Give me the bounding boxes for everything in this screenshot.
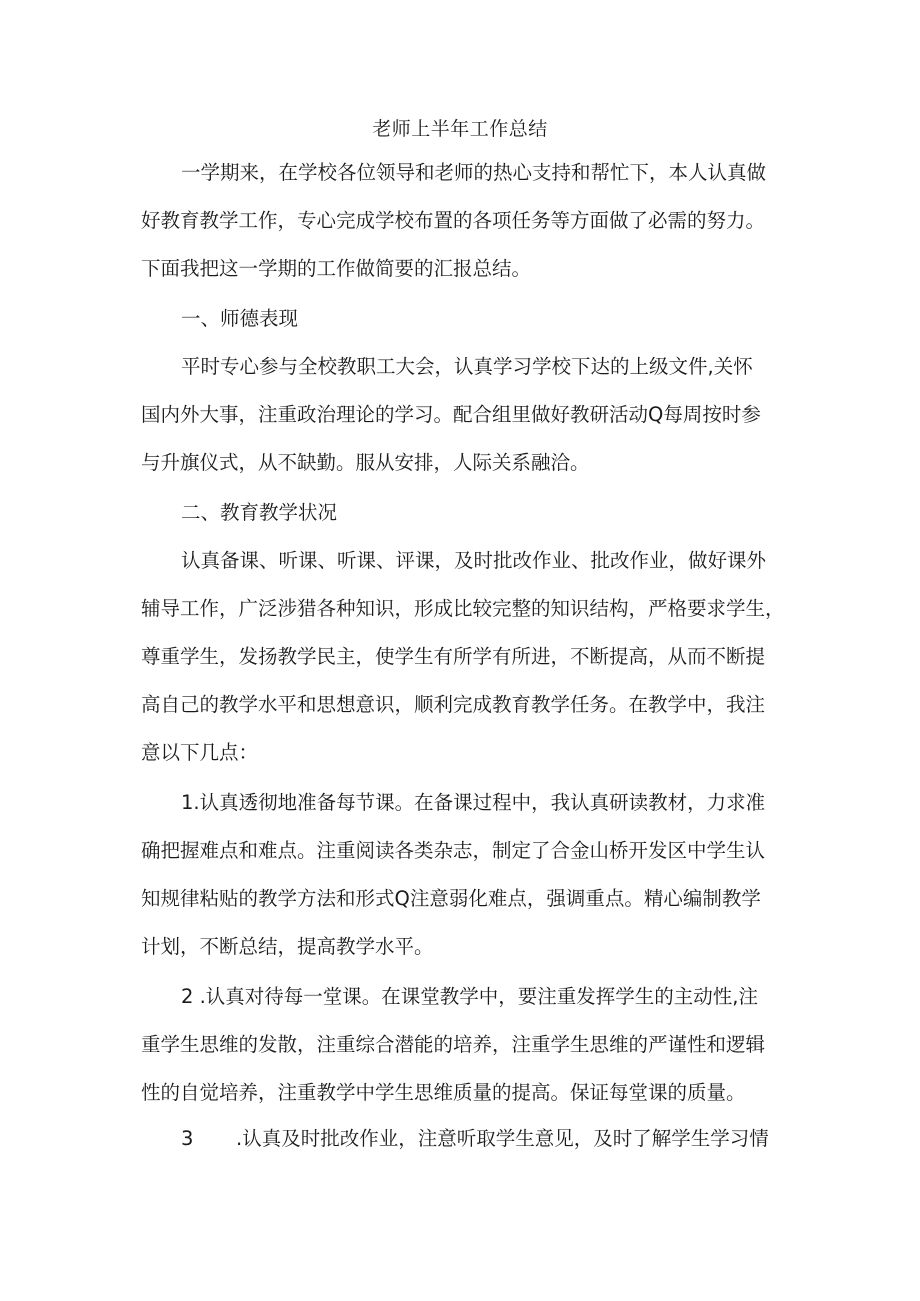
list-item-line: .认真及时批改作业，注意听取学生意见，及时了解学生学习情 [236,1127,769,1150]
paragraph-line: 重学生思维的发散，注重综合潜能的培养，注重学生思维的严谨性和逻辑 [141,1033,766,1056]
paragraph-line: 国内外大事，注重政治理论的学习。配合组里做好教研活动Q每周按时参 [141,403,761,426]
paragraph-line: 好教育教学工作，专心完成学校布置的各项任务等方面做了必需的努力。 [141,209,766,232]
list-item-number: 3 [181,1127,194,1150]
section-heading: 一、师德表现 [181,307,299,330]
paragraph-line: 一学期来，在学校各位领导和老师的热心支持和帮忙下，本人认真做 [181,161,767,184]
paragraph-line: 确把握难点和难点。注重阅读各类杂志，制定了合金山桥开发区中学生认 [141,839,766,862]
paragraph-line: 尊重学生，发扬教学民主，使学生有所学有所进，不断提高，从而不断提 [141,645,766,668]
paragraph-line: 与升旗仪式，从不缺勤。服从安排，人际关系融洽。 [141,451,590,474]
list-item-line: 1.认真透彻地准备每节课。在备课过程中，我认真研读教材，力求准 [181,791,766,814]
section-heading: 二、教育教学状况 [181,501,338,524]
paragraph-line: 下面我把这一学期的工作做简要的汇报总结。 [141,257,532,280]
paragraph-line: 意以下几点： [141,741,259,764]
paragraph-line: 认真备课、听课、听课、评课，及时批改作业、批改作业，做好课外 [181,549,767,572]
list-item-line: 2 .认真对待每一堂课。在课堂教学中，要注重发挥学生的主动性,注 [181,985,759,1008]
document-title: 老师上半年工作总结 [372,118,548,140]
paragraph-line: 知规律粘贴的教学方法和形式Q注意弱化难点，强调重点。精心编制教学 [141,887,761,910]
paragraph-line: 高自己的教学水平和思想意识，顺利完成教育教学任务。在教学中，我注 [141,693,766,716]
paragraph-line: 性的自觉培养，注重教学中学生思维质量的提高。保证每堂课的质量。 [141,1081,746,1104]
paragraph-line: 平时专心参与全校教职工大会，认真学习学校下达的上级文件,关怀 [181,355,753,378]
paragraph-line: 辅导工作，广泛涉猎各种知识，形成比较完整的知识结构，严格要求学生， [141,597,785,620]
paragraph-line: 计划，不断总结，提高教学水平。 [141,935,434,958]
